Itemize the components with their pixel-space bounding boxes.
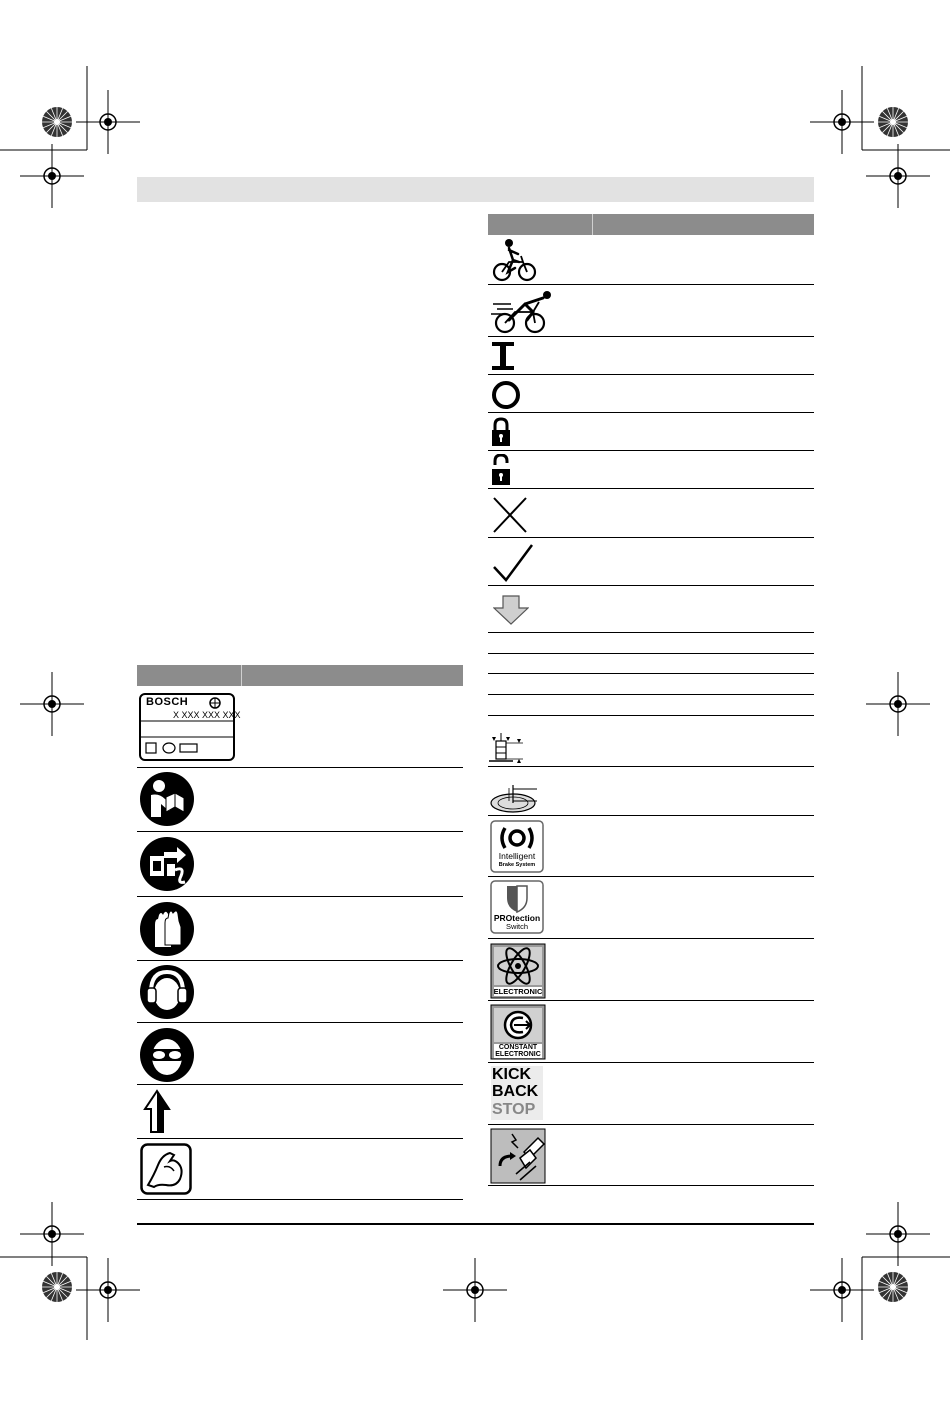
table-row-divider <box>488 653 814 654</box>
table-row-divider <box>488 537 814 538</box>
stop-label: STOP <box>492 1101 536 1118</box>
right-table-header <box>488 214 814 235</box>
back-label: BACK <box>492 1083 539 1100</box>
table-row-divider <box>488 694 814 695</box>
blade-disc-icon <box>489 785 539 813</box>
down-arrow-icon <box>493 595 529 625</box>
constant-line2: ELECTRONIC <box>495 1051 541 1058</box>
nameplate-number: X XXX XXX XXX <box>173 710 241 720</box>
high-speed-cyclist-icon <box>491 290 553 334</box>
wear-gloves-icon <box>139 901 195 957</box>
pro-line2: Switch <box>505 922 529 931</box>
table-row-divider <box>488 815 814 816</box>
table-row-divider <box>488 1185 814 1186</box>
ibs-line1: Intelligent <box>498 851 536 861</box>
restart-protection-badge <box>490 1128 546 1184</box>
table-row-divider <box>137 831 463 832</box>
constant-electronic-badge <box>490 1004 546 1060</box>
nameplate-icon <box>139 693 241 761</box>
table-row-divider <box>488 374 814 375</box>
page-footer-rule <box>137 1223 814 1225</box>
left-symbol-table <box>137 665 463 1201</box>
right-symbol-table <box>488 214 814 1189</box>
table-row-divider <box>488 412 814 413</box>
left-table-header <box>137 665 463 686</box>
table-row-divider <box>488 450 814 451</box>
table-row-divider <box>488 488 814 489</box>
table-row-divider <box>137 1199 463 1200</box>
lock-icon <box>491 417 511 447</box>
ear-protection-icon <box>139 964 195 1020</box>
protection-switch-badge <box>490 880 544 934</box>
ibs-line2: Brake System <box>498 862 536 868</box>
switch-off-icon <box>491 380 521 410</box>
kick-label: KICK <box>492 1066 532 1083</box>
constant-line1: CONSTANT <box>498 1044 538 1051</box>
intelligent-brake-system-badge <box>490 820 544 873</box>
eye-protection-icon <box>139 1027 195 1083</box>
table-row-divider <box>137 1022 463 1023</box>
table-row-divider <box>137 767 463 768</box>
table-row-divider <box>137 1084 463 1085</box>
electronic-badge <box>490 943 546 999</box>
table-row-divider <box>488 284 814 285</box>
table-row-divider <box>488 1062 814 1063</box>
table-row-divider <box>488 1124 814 1125</box>
nameplate-brand: BOSCH <box>146 696 189 708</box>
table-row-divider <box>137 896 463 897</box>
read-manual-icon <box>139 771 195 827</box>
table-row-divider <box>488 715 814 716</box>
pro-line1: PROtection <box>493 913 541 923</box>
low-speed-cyclist-icon <box>491 238 537 282</box>
table-row-divider <box>137 1138 463 1139</box>
strength-arm-icon <box>140 1143 192 1195</box>
unlock-icon <box>491 454 511 486</box>
page-header-band <box>137 177 814 202</box>
switch-on-icon <box>492 342 514 370</box>
direction-arrow-icon <box>143 1089 171 1133</box>
table-row-divider <box>488 673 814 674</box>
table-row-divider <box>488 632 814 633</box>
depth-adjustment-icon <box>489 733 527 763</box>
unplug-icon <box>139 836 195 892</box>
electronic-label: ELECTRONIC <box>493 987 543 996</box>
table-row-divider <box>488 876 814 877</box>
table-row-divider <box>488 766 814 767</box>
kickback-stop-badge <box>491 1066 543 1120</box>
table-row-divider <box>488 585 814 586</box>
checkmark-icon <box>492 543 534 583</box>
table-row-divider <box>488 1000 814 1001</box>
table-row-divider <box>488 336 814 337</box>
cross-icon <box>492 496 528 534</box>
table-row-divider <box>488 938 814 939</box>
table-row-divider <box>137 960 463 961</box>
